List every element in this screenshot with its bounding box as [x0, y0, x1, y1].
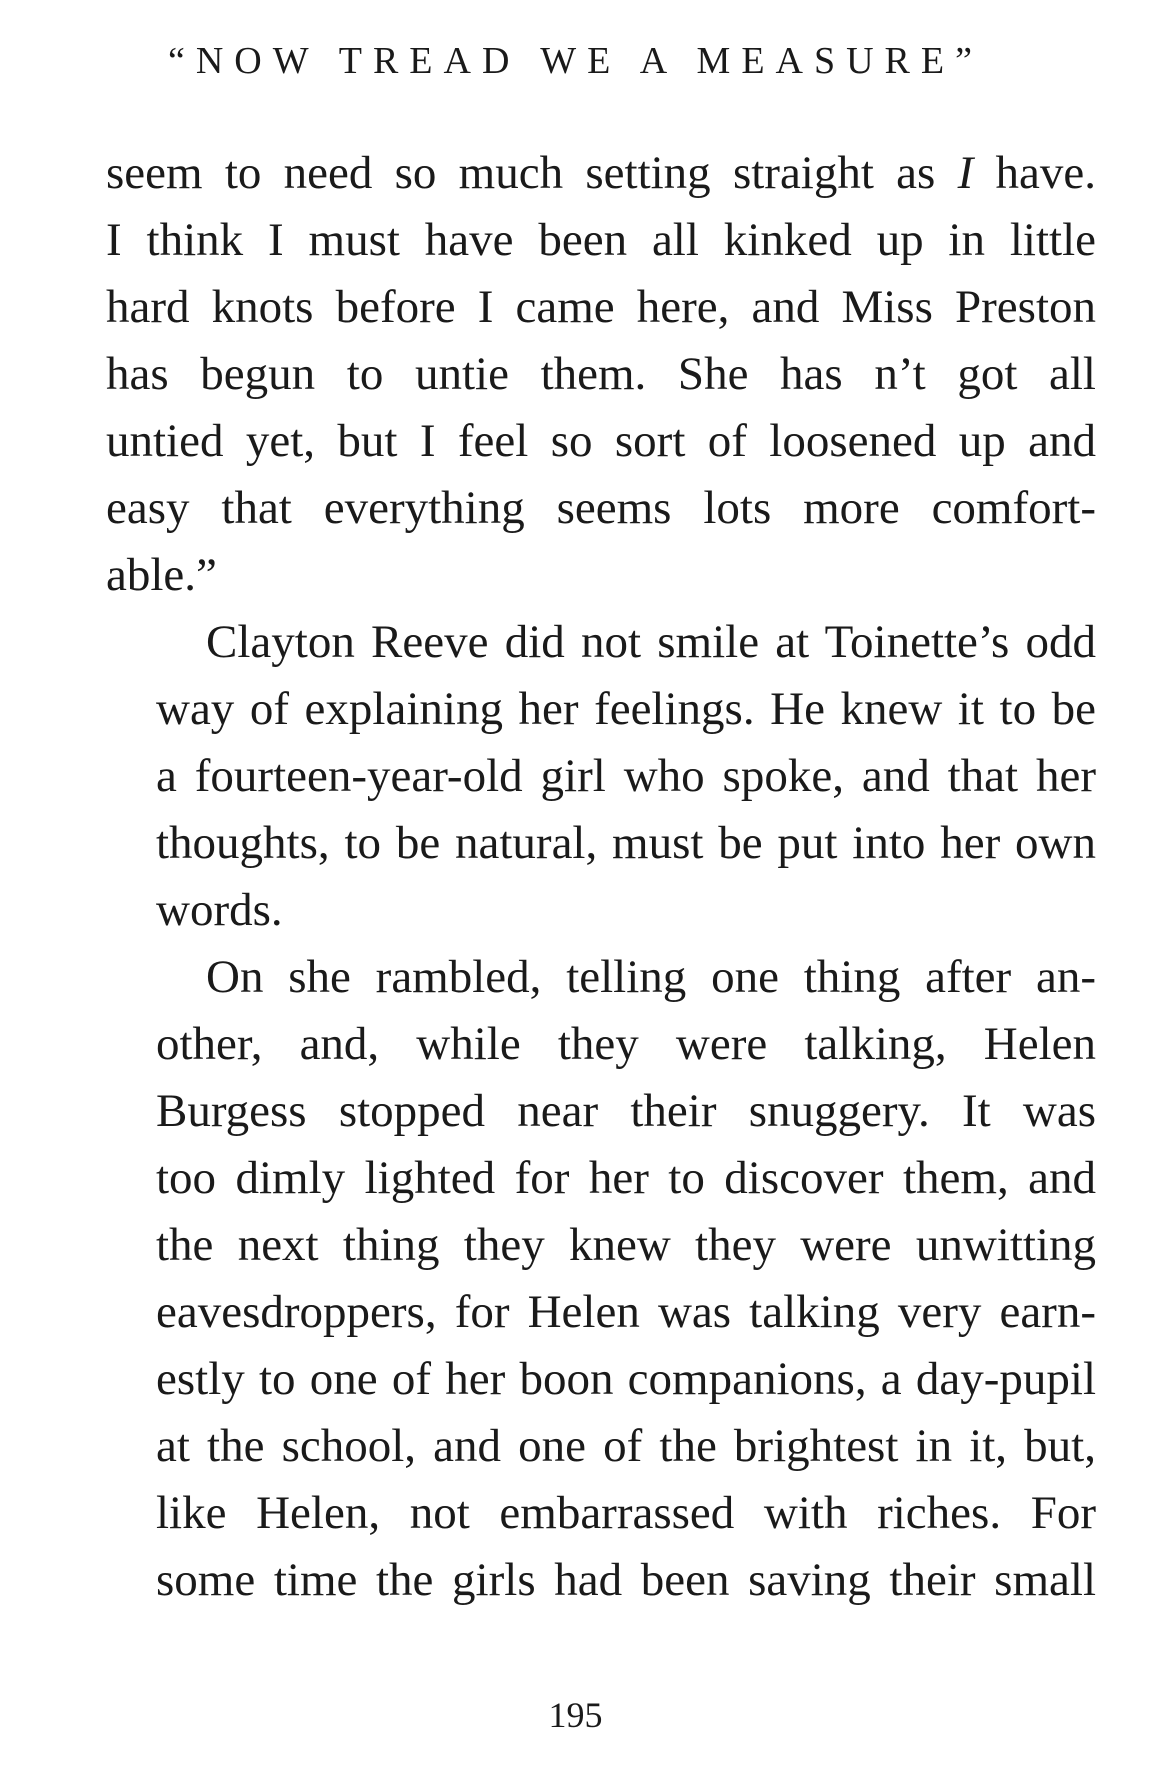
- text-line: Burgess stopped near their snuggery. It was: [156, 1085, 1096, 1137]
- running-title: “NOW TREAD WE A MEASURE”: [168, 40, 983, 82]
- text-line: able.”: [106, 549, 217, 601]
- text-line: thoughts, to be natural, must be put into her own: [156, 817, 1096, 869]
- text-line: other, and, while they were talking, Helen: [156, 1018, 1096, 1070]
- running-header: [0, 36, 1151, 86]
- paragraph: [106, 140, 1096, 609]
- text-line: some time the girls had been saving their small: [156, 1554, 1096, 1606]
- text-line: seem to need so much setting straight as I have.: [106, 147, 1096, 199]
- text-line: eavesdroppers, for Helen was talking very earn-: [156, 1286, 1096, 1338]
- text-line: has begun to untie them. She has n’t got all: [106, 348, 1096, 400]
- text-line: a fourteen-year-old girl who spoke, and that her: [156, 750, 1096, 802]
- text-line: words.: [156, 884, 283, 936]
- body-text: [106, 140, 1096, 1614]
- page-number: 195: [548, 1695, 603, 1735]
- text-line: estly to one of her boon companions, a day-pupil: [156, 1353, 1096, 1405]
- paragraph: [106, 609, 1096, 944]
- text-line: at the school, and one of the brightest in it, but,: [156, 1420, 1096, 1472]
- emphasis: I: [957, 147, 974, 199]
- text-line: like Helen, not embarrassed with riches. For: [156, 1487, 1096, 1539]
- text-line: On she rambled, telling one thing after an-: [206, 951, 1096, 1003]
- text-line: Clayton Reeve did not smile at Toinette’s odd: [206, 616, 1096, 668]
- text-line: I think I must have been all kinked up in little: [106, 214, 1096, 266]
- paragraph: [106, 944, 1096, 1614]
- text-line: untied yet, but I feel so sort of loosened up and: [106, 415, 1096, 467]
- text-line: easy that everything seems lots more comfort-: [106, 482, 1096, 534]
- text-line: the next thing they knew they were unwitting: [156, 1219, 1096, 1271]
- text-line: hard knots before I came here, and Miss Preston: [106, 281, 1096, 333]
- text-line: too dimly lighted for her to discover them, and: [156, 1152, 1096, 1204]
- text-line: way of explaining her feelings. He knew it to be: [156, 683, 1096, 735]
